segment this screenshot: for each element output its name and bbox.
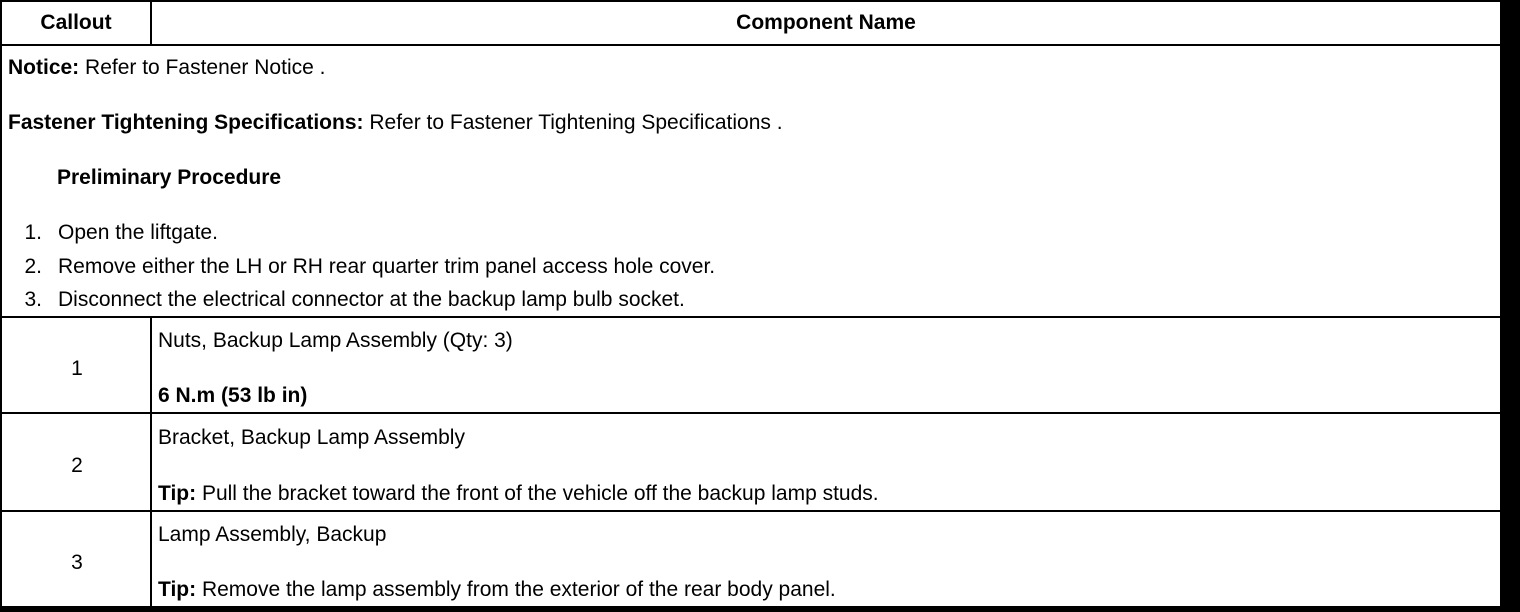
column-divider <box>150 512 152 608</box>
tip-line <box>158 577 836 603</box>
fastener-spec-label: Fastener Tightening Specifications: <box>8 111 364 134</box>
callout-number: 1 <box>71 357 83 380</box>
procedure-heading: Preliminary Procedure <box>57 166 282 189</box>
tip-text: Remove the lamp assembly from the exterior of the rear body panel. <box>196 578 836 601</box>
component-name: Nuts, Backup Lamp Assembly (Qty: 3) <box>158 329 513 352</box>
notice-label: Notice: <box>8 56 80 79</box>
tip-text: Pull the bracket toward the front of the vehicle off the backup lamp studs. <box>196 482 879 505</box>
tip-label: Tip: <box>158 578 197 601</box>
notice-text: Refer to Fastener Notice . <box>79 56 326 79</box>
tip-label: Tip: <box>158 482 197 505</box>
tip-line <box>158 481 879 507</box>
column-divider <box>150 414 152 512</box>
step-number: 1. <box>24 221 42 244</box>
bottom-margin <box>0 608 1520 612</box>
header-callout: Callout <box>40 11 112 34</box>
column-divider <box>150 318 152 414</box>
right-margin <box>1502 0 1520 612</box>
header-component-name: Component Name <box>736 11 916 34</box>
step-text: Remove either the LH or RH rear quarter trim panel access hole cover. <box>58 255 716 278</box>
row-rule <box>2 316 1500 318</box>
step-text: Disconnect the electrical connector at the backup lamp bulb socket. <box>58 288 685 311</box>
step-number: 2. <box>24 255 42 278</box>
notice-line <box>8 55 325 81</box>
row-rule <box>2 510 1500 512</box>
step-text: Open the liftgate. <box>58 221 218 244</box>
header-rule <box>2 44 1500 46</box>
fastener-spec-line <box>8 110 783 136</box>
component-name: Lamp Assembly, Backup <box>158 523 387 546</box>
component-name: Bracket, Backup Lamp Assembly <box>158 426 465 449</box>
callout-number: 2 <box>71 454 83 477</box>
row-rule <box>2 412 1500 414</box>
torque-spec: 6 N.m (53 lb in) <box>158 384 308 407</box>
step-number: 3. <box>24 288 42 311</box>
fastener-spec-text: Refer to Fastener Tightening Specifications . <box>363 111 783 134</box>
callout-number: 3 <box>71 551 83 574</box>
